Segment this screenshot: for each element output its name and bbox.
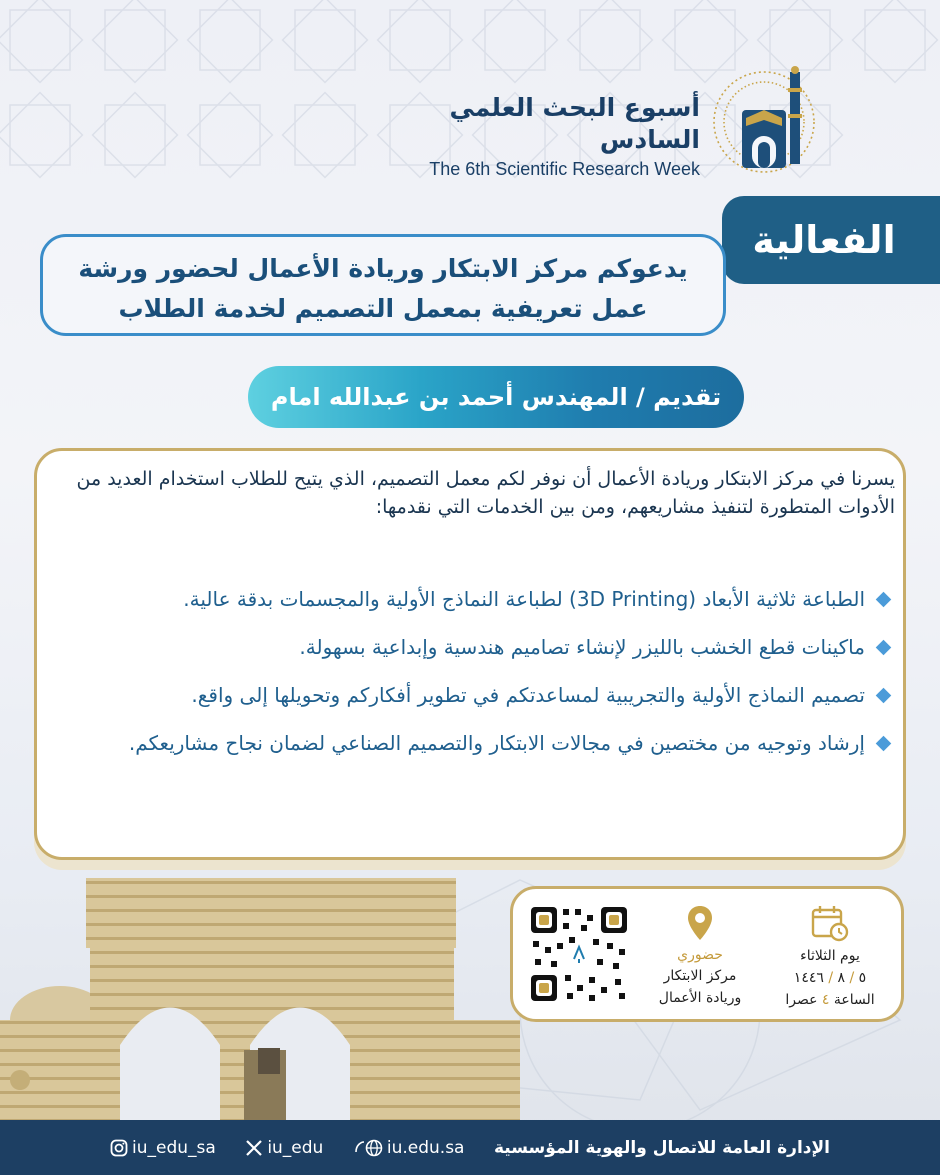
- service-text: تصميم النماذج الأولية والتجريبية لمساعدتكم في تطوير أفكاركم وتحويلها إلى واقع.: [191, 683, 865, 707]
- instagram-handle: iu_edu_sa: [132, 1137, 216, 1158]
- service-text: الطباعة ثلاثية الأبعاد (3D Printing) لطباعة النماذج الأولية والمجسمات بدقة عالية.: [183, 587, 865, 611]
- time-suffix: عصرا: [785, 992, 818, 1008]
- week-title-arabic: أسبوع البحث العلمي السادس: [449, 93, 700, 154]
- time-prefix: الساعة: [833, 992, 875, 1008]
- time-hour: ٤: [821, 992, 830, 1008]
- diamond-bullet-icon: [876, 640, 892, 656]
- week-title-english: The 6th Scientific Research Week: [429, 159, 700, 179]
- map-pin-icon: [687, 905, 713, 941]
- event-tab: الفعالية: [722, 196, 940, 284]
- service-item: [45, 719, 895, 767]
- location-line-1: مركز الابتكار: [663, 968, 737, 984]
- header: [360, 92, 700, 182]
- website-link[interactable]: [353, 1138, 465, 1158]
- presenter-banner: تقديم / المهندس أحمد بن عبدالله امام: [248, 366, 744, 428]
- service-item: [45, 671, 895, 719]
- calendar-clock-icon: [811, 904, 849, 942]
- date-day: ٥: [858, 970, 867, 986]
- date-month: ٨: [837, 970, 846, 986]
- diamond-bullet-icon: [876, 592, 892, 608]
- instagram-link[interactable]: [110, 1138, 216, 1158]
- qr-code-icon[interactable]: [527, 903, 631, 1005]
- attendance-type: حضوري: [677, 947, 723, 963]
- content-card: [34, 448, 906, 860]
- event-title: يدعوكم مركز الابتكار وريادة الأعمال لحضور ورشة عمل تعريفية بمعمل التصميم لخدمة الطلاب: [40, 234, 726, 336]
- event-info-box: [510, 886, 904, 1022]
- service-item: [45, 623, 895, 671]
- diamond-bullet-icon: [876, 736, 892, 752]
- services-list: [45, 575, 895, 767]
- x-handle: iu_edu: [267, 1137, 324, 1158]
- diamond-bullet-icon: [876, 688, 892, 704]
- globe-icon: [353, 1139, 383, 1157]
- organization-name: الإدارة العامة للاتصال والهوية المؤسسية: [493, 1137, 830, 1158]
- university-logo: [706, 60, 830, 180]
- website-url: iu.edu.sa: [386, 1137, 465, 1158]
- location-line-2: وريادة الأعمال: [658, 990, 742, 1006]
- instagram-icon: [110, 1139, 128, 1157]
- location-column: [645, 901, 755, 1009]
- footer-bar: [0, 1120, 940, 1175]
- event-date: ٥ / ٨ / ١٤٤٦: [793, 970, 867, 986]
- service-item: [45, 575, 895, 623]
- event-time: [765, 989, 895, 1011]
- date-column: [765, 901, 895, 1011]
- x-logo-icon: [245, 1139, 263, 1157]
- university-building-illustration: [0, 870, 520, 1120]
- x-link[interactable]: [245, 1138, 323, 1158]
- event-day: يوم الثلاثاء: [800, 948, 860, 964]
- date-year: ١٤٤٦: [793, 970, 824, 986]
- service-text: ماكينات قطع الخشب بالليزر لإنشاء تصاميم هندسية وإبداعية بسهولة.: [299, 635, 865, 659]
- intro-paragraph: يسرنا في مركز الابتكار وريادة الأعمال أن نوفر لكم معمل التصميم، الذي يتيح للطلاب استخدام العديد من الأدوات المتطورة لتنفيذ مشاريعهم، ومن بين الخدمات التي نقدمها:: [76, 468, 895, 518]
- service-text: إرشاد وتوجيه من مختصين في مجالات الابتكار والتصميم الصناعي لضمان نجاح مشاريعكم.: [128, 731, 865, 755]
